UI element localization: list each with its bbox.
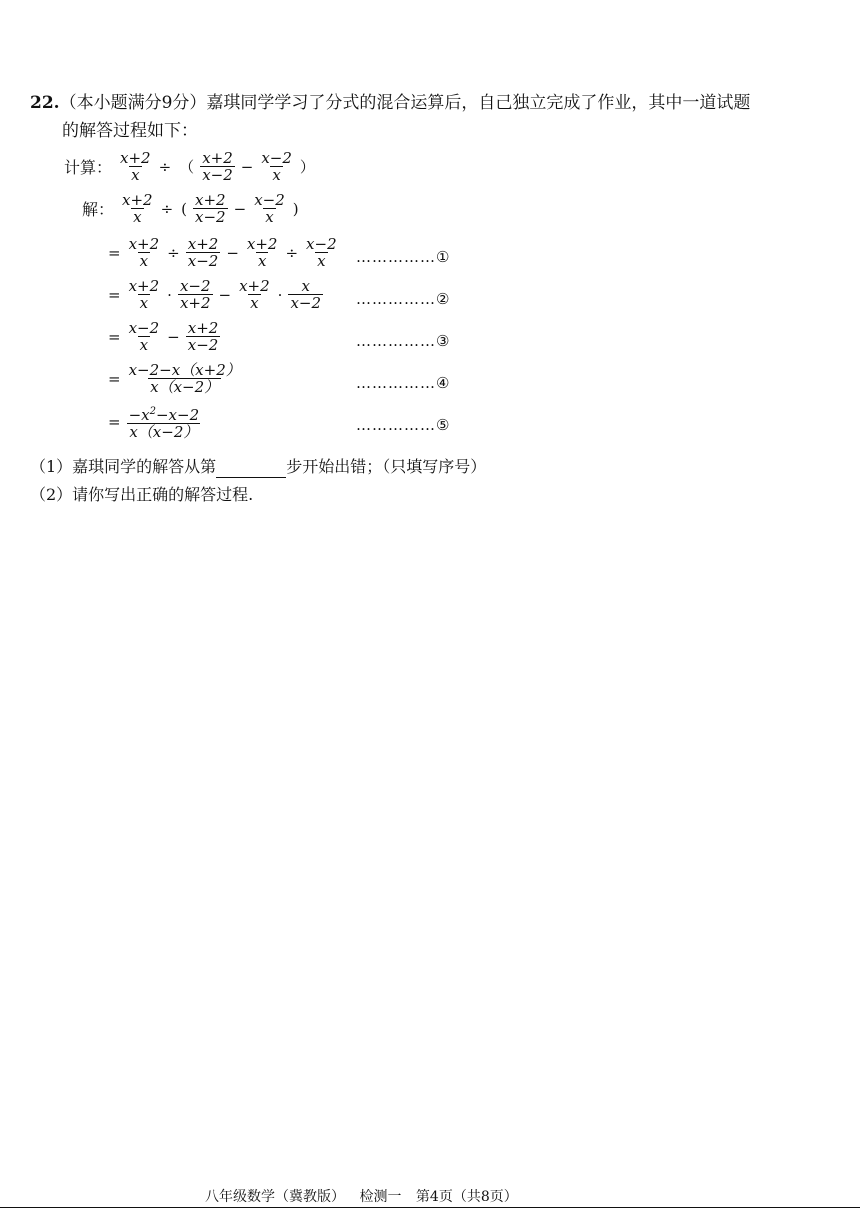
fraction: $\frac{x+2}{x}$ (239, 277, 270, 312)
footer-subject: 八年级数学（冀教版） (205, 1189, 345, 1205)
fraction: $\frac{x+2}{x}$ (120, 149, 151, 184)
step-marker-3: ……………③ (356, 332, 451, 350)
calc-expression: 计算： $\frac{x+2}{x}$ ÷ （ $\frac{x+2}{x-2}$ − $\frac{x-2}{x}$ ） (64, 149, 315, 184)
fraction: $\frac{x-2}{x}$ (261, 149, 292, 184)
fraction: $\frac{x-2}{x}$ (306, 235, 337, 270)
fraction: $\frac{x-2}{x}$ (128, 319, 160, 354)
solution-step-1: = $\frac{x+2}{x}$ ÷ $\frac{x+2}{x-2}$ − $\frac{x+2}{x}$ ÷ $\frac{x-2}{x}$ (108, 235, 337, 270)
solution-step-4: = $\frac{x-2-x(x+2)}{x(x-2)}$ (108, 361, 241, 396)
sub-question-1: （1）嘉琪同学的解答从第 步开始出错；（只填写序号） (30, 457, 487, 476)
footer-page: 第4页（共8页） (415, 1189, 518, 1205)
fraction: $\frac{x-2-x(x+2)}{x(x-2)}$ (128, 361, 241, 396)
fraction: $\frac{x+2}{x-2}$ (202, 149, 233, 184)
step-marker-2: ……………② (356, 290, 451, 308)
solution-step-5: = $\frac{-x^2-x-2}{x(x-2)}$ (108, 406, 200, 441)
footer-divider (0, 1207, 860, 1208)
fraction: $\frac{x+2}{x}$ (128, 235, 160, 270)
question-header-cont: 的解答过程如下： (62, 121, 198, 141)
calc-label: 计算： (64, 158, 113, 177)
fraction: $\frac{x-2}{x}$ (254, 191, 285, 226)
footer-test: 检测一 (359, 1189, 402, 1205)
question-header-text: （本小题满分9分）嘉琪同学学习了分式的混合运算后，自己独立完成了作业，其中一道试题 (59, 93, 751, 113)
solution-step-2: = $\frac{x+2}{x}$ · $\frac{x-2}{x+2}$ − $\frac{x+2}{x}$ · $\frac{x}{x-2}$ (108, 277, 322, 312)
step-marker-4: ……………④ (356, 374, 451, 392)
fraction: $\frac{x+2}{x-2}$ (187, 319, 219, 354)
fraction: $\frac{x+2}{x-2}$ (187, 235, 219, 270)
question-header (30, 92, 750, 114)
step-marker-5: ……………⑤ (356, 416, 451, 434)
fraction: $\frac{x+2}{x}$ (246, 235, 278, 270)
fraction: $\frac{x}{x-2}$ (290, 277, 322, 312)
fraction: $\frac{x+2}{x}$ (122, 191, 153, 226)
page-footer (205, 1186, 528, 1206)
answer-blank[interactable] (216, 461, 286, 478)
solution-start: 解： $\frac{x+2}{x}$ ÷ ( $\frac{x+2}{x-2}$ − $\frac{x-2}{x}$ ) (82, 191, 299, 226)
fraction: $\frac{x-2}{x+2}$ (179, 277, 211, 312)
step-marker-1: ……………① (356, 248, 451, 266)
solution-label: 解： (82, 200, 115, 219)
fraction: $\frac{x+2}{x}$ (128, 277, 160, 312)
sub-question-2: （2）请你写出正确的解答过程. (30, 485, 254, 504)
fraction: $\frac{x+2}{x-2}$ (195, 191, 226, 226)
fraction: $\frac{-x^2-x-2}{x(x-2)}$ (128, 406, 200, 441)
question-number: 22. (30, 93, 60, 113)
solution-step-3: = $\frac{x-2}{x}$ − $\frac{x+2}{x-2}$ (108, 319, 219, 354)
